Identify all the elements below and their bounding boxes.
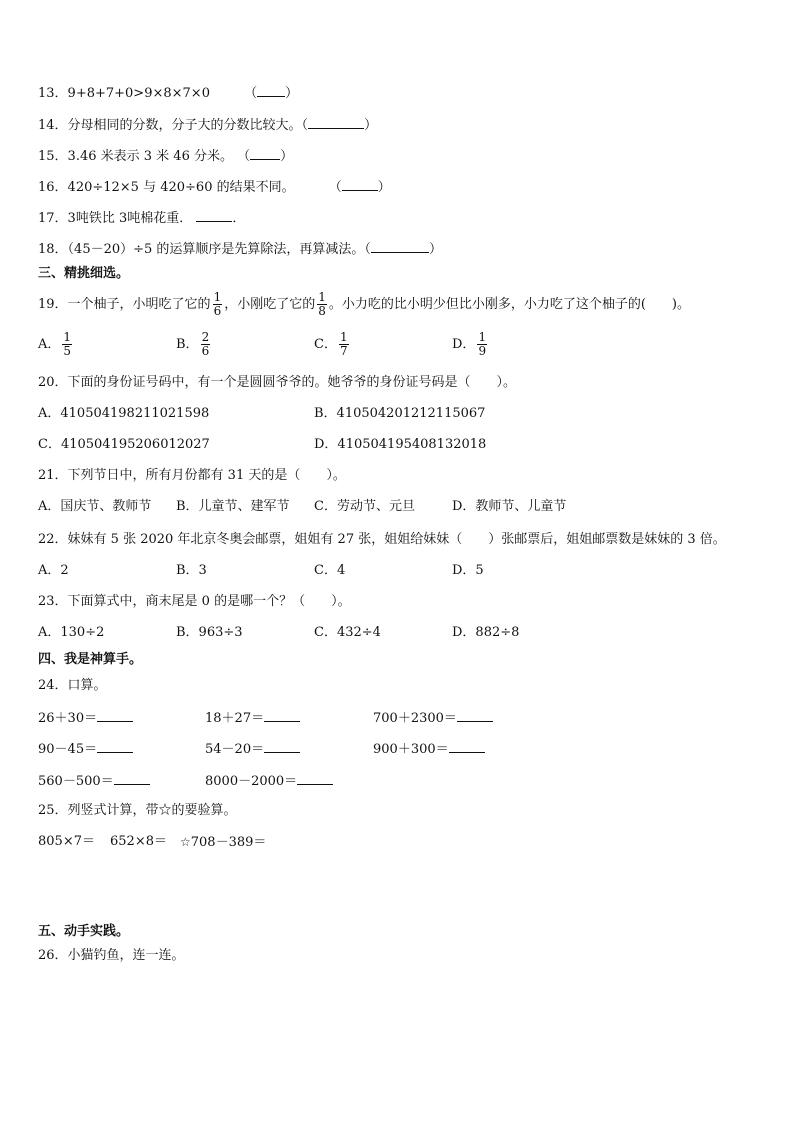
option-d[interactable]: D．5 [452,563,484,578]
option-d[interactable]: D．教师节、儿童节 [452,499,567,514]
option-c[interactable]: C．410504195206012027 [38,437,210,452]
question-text: 9+8+7+0>9×8×7×0 [67,86,210,101]
vertical-calc-item-verify: ☆708－389＝ [180,835,267,850]
option-b[interactable]: B．儿童节、建军节 [176,499,290,514]
fraction-one-sixth: $\frac{1}{6}$ [213,290,222,318]
mental-calc-item: 90－45＝ [38,740,133,758]
option-label: A． [38,337,61,352]
answer-blank[interactable] [97,740,133,753]
question-19 [38,290,690,320]
option-d[interactable]: D．410504195408132018 [314,437,487,452]
question-text: 420÷12×5 与 420÷60 的结果不同。 [67,180,295,195]
question-number: 18． [38,242,68,257]
option-b[interactable] [176,330,212,360]
section-heading-4: 四、我是神算手。 [38,652,143,667]
option-b[interactable]: B．3 [176,563,207,578]
question-number: 13． [38,86,68,101]
answer-blank[interactable] [264,709,300,722]
option-a[interactable] [38,330,74,360]
mental-calc-item: 8000－2000＝ [205,772,333,790]
mental-calc-item: 560－500＝ [38,772,150,790]
answer-blank[interactable] [449,740,485,753]
option-d[interactable]: D．882÷8 [452,625,520,640]
question-number: 19． [38,297,68,312]
option-fraction: $\frac{1}{9}$ [478,330,487,358]
question-17 [38,209,245,227]
section-heading-3: 三、精挑细选。 [38,266,130,281]
question-text: 3吨铁比 3吨棉花重． [67,211,193,226]
answer-blank[interactable] [264,740,300,753]
bracket-open: （ [244,86,258,101]
option-b[interactable]: B．410504201212115067 [314,406,486,421]
mental-calc-item: 54－20＝ [205,740,300,758]
answer-blank[interactable] [457,709,493,722]
answer-blank[interactable] [257,84,285,97]
question-text-part2: ，小刚吃了它的 [224,297,316,312]
question-text-part3: 。小力吃的比小明少但比小刚多，小力吃了这个柚子的( )。 [328,297,691,312]
bracket-close: ） [377,180,391,195]
question-number: 14． [38,118,68,133]
option-c[interactable]: C．4 [314,563,346,578]
option-fraction: $\frac{2}{6}$ [201,330,210,358]
answer-blank[interactable] [297,772,333,785]
question-25: 25．列竖式计算，带☆的要验算。 [38,803,237,818]
vertical-calc-item: 652×8＝ [110,834,167,849]
question-26: 26．小猫钓鱼，连一连。 [38,948,185,963]
answer-blank[interactable] [250,147,280,160]
option-fraction: $\frac{1}{7}$ [339,330,348,358]
answer-blank[interactable] [97,709,133,722]
question-text: 分母相同的分数，分子大的分数比较大。（ [67,118,309,133]
question-16 [38,178,391,196]
mental-calc-item: 26＋30＝ [38,709,133,727]
mental-calc-item: 700＋2300＝ [373,709,493,727]
question-21: 21．下列节日中，所有月份都有 31 天的是（ ）。 [38,468,346,483]
option-label: D． [452,337,476,352]
mental-calc-item: 900＋300＝ [373,740,485,758]
answer-blank[interactable] [114,772,150,785]
question-number: 15． [38,149,68,164]
question-text-part1: 一个柚子，小明吃了它的 [67,297,211,312]
mental-calc-item: 18＋27＝ [205,709,300,727]
bracket-close: ） [364,118,378,133]
answer-blank[interactable] [371,240,429,253]
question-13 [38,84,298,102]
fraction-one-eighth: $\frac{1}{8}$ [318,290,326,318]
answer-blank[interactable] [196,209,232,222]
vertical-calc-item: 805×7＝ [38,834,95,849]
question-number: 16． [38,180,68,195]
option-a[interactable]: A．国庆节、教师节 [38,499,152,514]
question-20: 20．下面的身份证号码中，有一个是圆圆爷爷的。她爷爷的身份证号码是（ ）。 [38,375,517,390]
option-a[interactable]: A．130÷2 [38,625,105,640]
option-a[interactable]: A．2 [38,563,69,578]
answer-blank[interactable] [308,116,364,129]
option-label: C． [314,337,337,352]
bracket-close: ） [280,149,294,164]
question-22: 22．妹妹有 5 张 2020 年北京冬奥会邮票，姐姐有 27 张，姐姐给妹妹（ ）张邮票后，姐姐邮票数是妹妹的 3 倍。 [38,532,726,547]
option-fraction: $\frac{1}{5}$ [63,330,72,358]
question-24: 24．口算。 [38,678,107,693]
option-b[interactable]: B．963÷3 [176,625,243,640]
option-d[interactable] [452,330,489,360]
section-heading-5: 五、动手实践。 [38,924,130,939]
question-23: 23．下面算式中，商末尾是 0 的是哪一个？（ ）。 [38,594,351,609]
option-label: B． [176,337,199,352]
star-icon: ☆ [180,835,191,849]
question-15 [38,147,293,165]
bracket-close: ） [428,242,442,257]
bracket-close: ） [285,86,299,101]
question-text: （45－20）÷5 的运算顺序是先算除法，再算减法。（ [67,242,371,257]
trailing-period: ． [232,211,246,226]
option-c[interactable]: C．432÷4 [314,625,381,640]
question-text: 3.46 米表示 3 米 46 分米。 （ [67,149,251,164]
question-number: 17． [38,211,68,226]
bracket-open: （ [328,180,342,195]
question-14 [38,116,377,134]
question-18 [38,240,442,258]
answer-blank[interactable] [342,178,378,191]
option-c[interactable] [314,330,351,360]
option-c[interactable]: C．劳动节、元旦 [314,499,415,514]
option-a[interactable]: A．410504198211021598 [38,406,210,421]
